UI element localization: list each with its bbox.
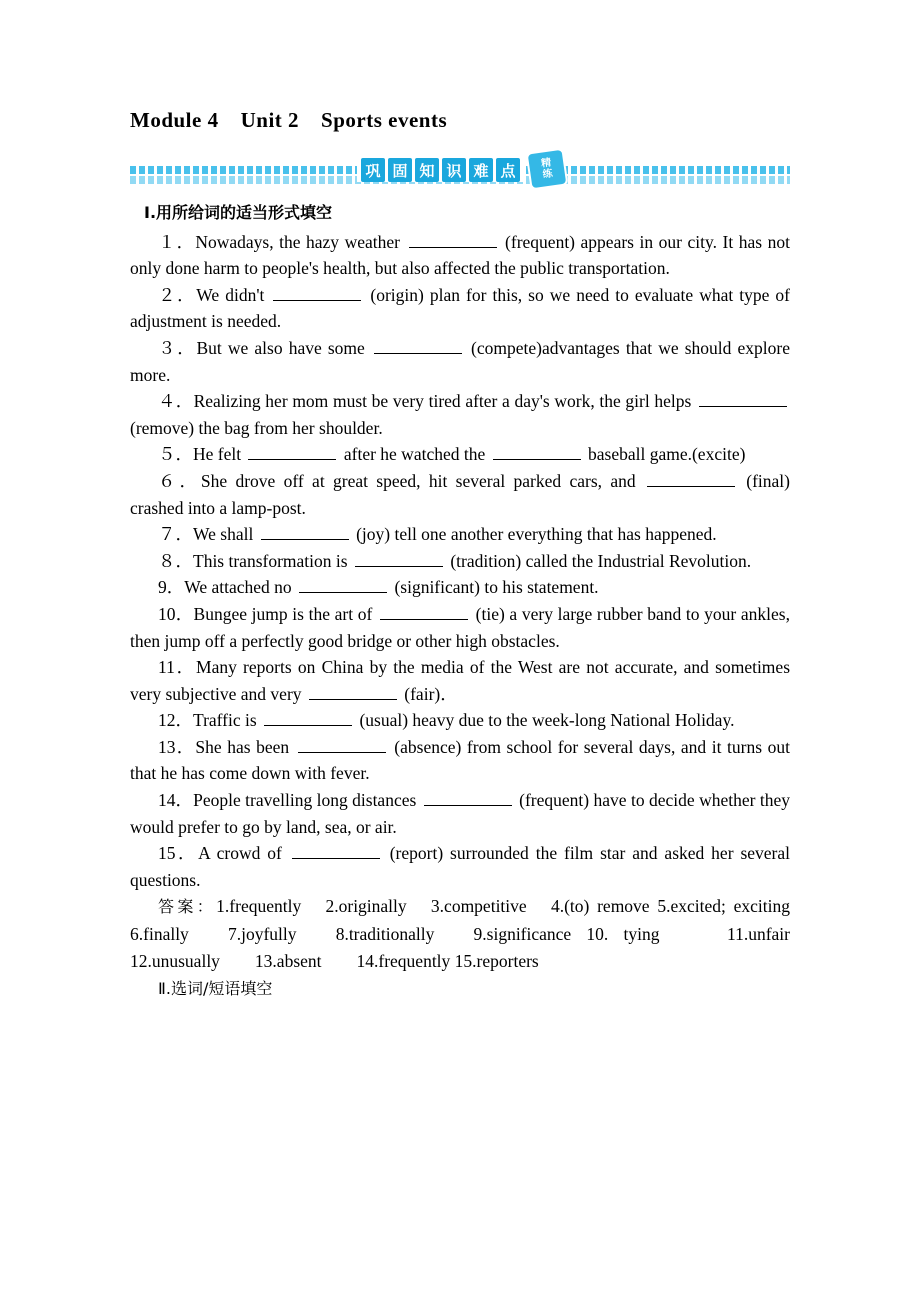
answer-blank[interactable] — [248, 443, 336, 460]
answer-blank[interactable] — [264, 709, 352, 726]
question-text: ８．This transformation is — [158, 550, 352, 571]
answer-blank[interactable] — [298, 736, 386, 753]
question-text: 10．Bungee jump is the art of — [158, 603, 377, 624]
question-text: 11．Many reports on China by the media of the West are not accurate, and sometimes very subjective and very — [130, 657, 790, 704]
answer-key — [130, 893, 825, 974]
question-text: ６．She drove off at great speed, hit several parked cars, and — [158, 470, 644, 491]
question-item — [130, 574, 790, 601]
badge-line-1: 精 — [540, 157, 552, 170]
question-text: (remove) the bag from her shoulder. — [130, 417, 383, 438]
answer-blank[interactable] — [647, 470, 735, 487]
question-text: (tie) a very large rubber band to your ankles, then jump off a perfectly good bridge or other high obstacles. — [130, 603, 790, 651]
question-text: 13．She has been — [158, 736, 295, 757]
answer-blank[interactable] — [292, 842, 380, 859]
answer-blank[interactable] — [699, 390, 787, 407]
question-text: ７．We shall — [158, 524, 258, 545]
question-item — [130, 521, 790, 548]
section-2-heading: Ⅱ.选词/短语填空 — [158, 979, 273, 999]
answer-blank[interactable] — [299, 576, 387, 593]
badge-line-2: 练 — [542, 168, 554, 181]
question-item — [130, 654, 790, 707]
question-text: (report) surrounded the film star and asked her several questions. — [130, 843, 790, 890]
answer-blank[interactable] — [273, 284, 361, 301]
banner-label — [357, 158, 524, 182]
question-text: (usual) heavy due to the week-long National Holiday. — [355, 710, 735, 731]
question-text: baseball game.(excite) — [583, 444, 746, 465]
question-item — [130, 282, 790, 335]
question-text: ４．Realizing her mom must be very tired after a day's work, the girl helps — [158, 391, 696, 412]
question-text: １．Nowadays, the hazy weather — [158, 231, 406, 252]
banner-char: 难 — [469, 158, 493, 182]
question-item — [130, 335, 790, 388]
answer-blank[interactable] — [493, 443, 581, 460]
exercise-content — [130, 200, 825, 1003]
decorative-banner — [130, 152, 790, 192]
title-unit: Unit 2 — [240, 108, 300, 132]
question-text: 9．We attached no — [158, 577, 297, 598]
question-text: (origin) plan for this, so we need to evaluate what type of adjustment is needed. — [130, 284, 790, 332]
title-topic: Sports events — [321, 108, 448, 132]
question-item — [130, 548, 790, 575]
answer-blank[interactable] — [380, 603, 468, 620]
question-text: ５．He felt — [158, 444, 246, 465]
question-item — [130, 388, 790, 441]
question-text: 12．Traffic is — [158, 710, 262, 731]
section-1-heading: Ⅰ.用所给词的适当形式填空 — [144, 203, 333, 222]
banner-char: 巩 — [361, 158, 385, 182]
question-item — [130, 787, 790, 840]
banner-char: 固 — [388, 158, 412, 182]
question-item — [130, 601, 790, 654]
question-text: (frequent) appears in our city. It has not only done harm to people's health, but also affected the public transportation. — [130, 231, 790, 279]
answer-key-text: 1.frequently 2.originally 3.competitive 4.(to) remove 5.excited; exciting 6.finally 7.joyfully 8.traditionally 9.significance 10. tying 11.unfair 12.unusually 13.absent 14.frequently 15.reporters — [130, 896, 825, 971]
answer-blank[interactable] — [409, 231, 497, 248]
answer-key-label: 答案： — [158, 897, 217, 917]
banner-char: 识 — [442, 158, 466, 182]
question-item — [130, 441, 790, 468]
question-item — [130, 707, 790, 734]
question-item — [130, 734, 790, 787]
question-text: (absence) from school for several days, and it turns out that he has come down with fever. — [130, 736, 790, 784]
banner-char: 知 — [415, 158, 439, 182]
question-text: ２．We didn't — [158, 284, 271, 305]
question-text: after he watched the — [339, 444, 490, 465]
page-title — [130, 108, 447, 133]
title-module: Module 4 — [130, 108, 219, 132]
answer-blank[interactable] — [309, 683, 397, 700]
question-text: (tradition) called the Industrial Revolution. — [445, 550, 752, 571]
question-text: (fair)． — [399, 683, 458, 704]
answer-blank[interactable] — [355, 550, 443, 567]
question-text: 15．A crowd of — [158, 843, 289, 864]
answer-blank[interactable] — [424, 789, 512, 806]
banner-char: 点 — [496, 158, 520, 182]
answer-blank[interactable] — [261, 523, 349, 540]
question-text: 14．People travelling long distances — [158, 790, 421, 811]
question-text: (joy) tell one another everything that has happened. — [351, 524, 717, 545]
question-text: (compete)advantages that we should explore more. — [130, 337, 790, 385]
banner-badge — [528, 150, 566, 188]
question-item — [130, 840, 790, 893]
answer-blank[interactable] — [374, 337, 462, 354]
question-item — [130, 468, 790, 521]
question-text: (significant) to his statement. — [390, 577, 599, 598]
question-text: ３．But we also have some — [158, 337, 371, 358]
question-text: (final) crashed into a lamp-post. — [130, 470, 790, 518]
question-text: (frequent) have to decide whether they would prefer to go by land, sea, or air. — [130, 790, 790, 837]
question-item — [130, 229, 790, 282]
